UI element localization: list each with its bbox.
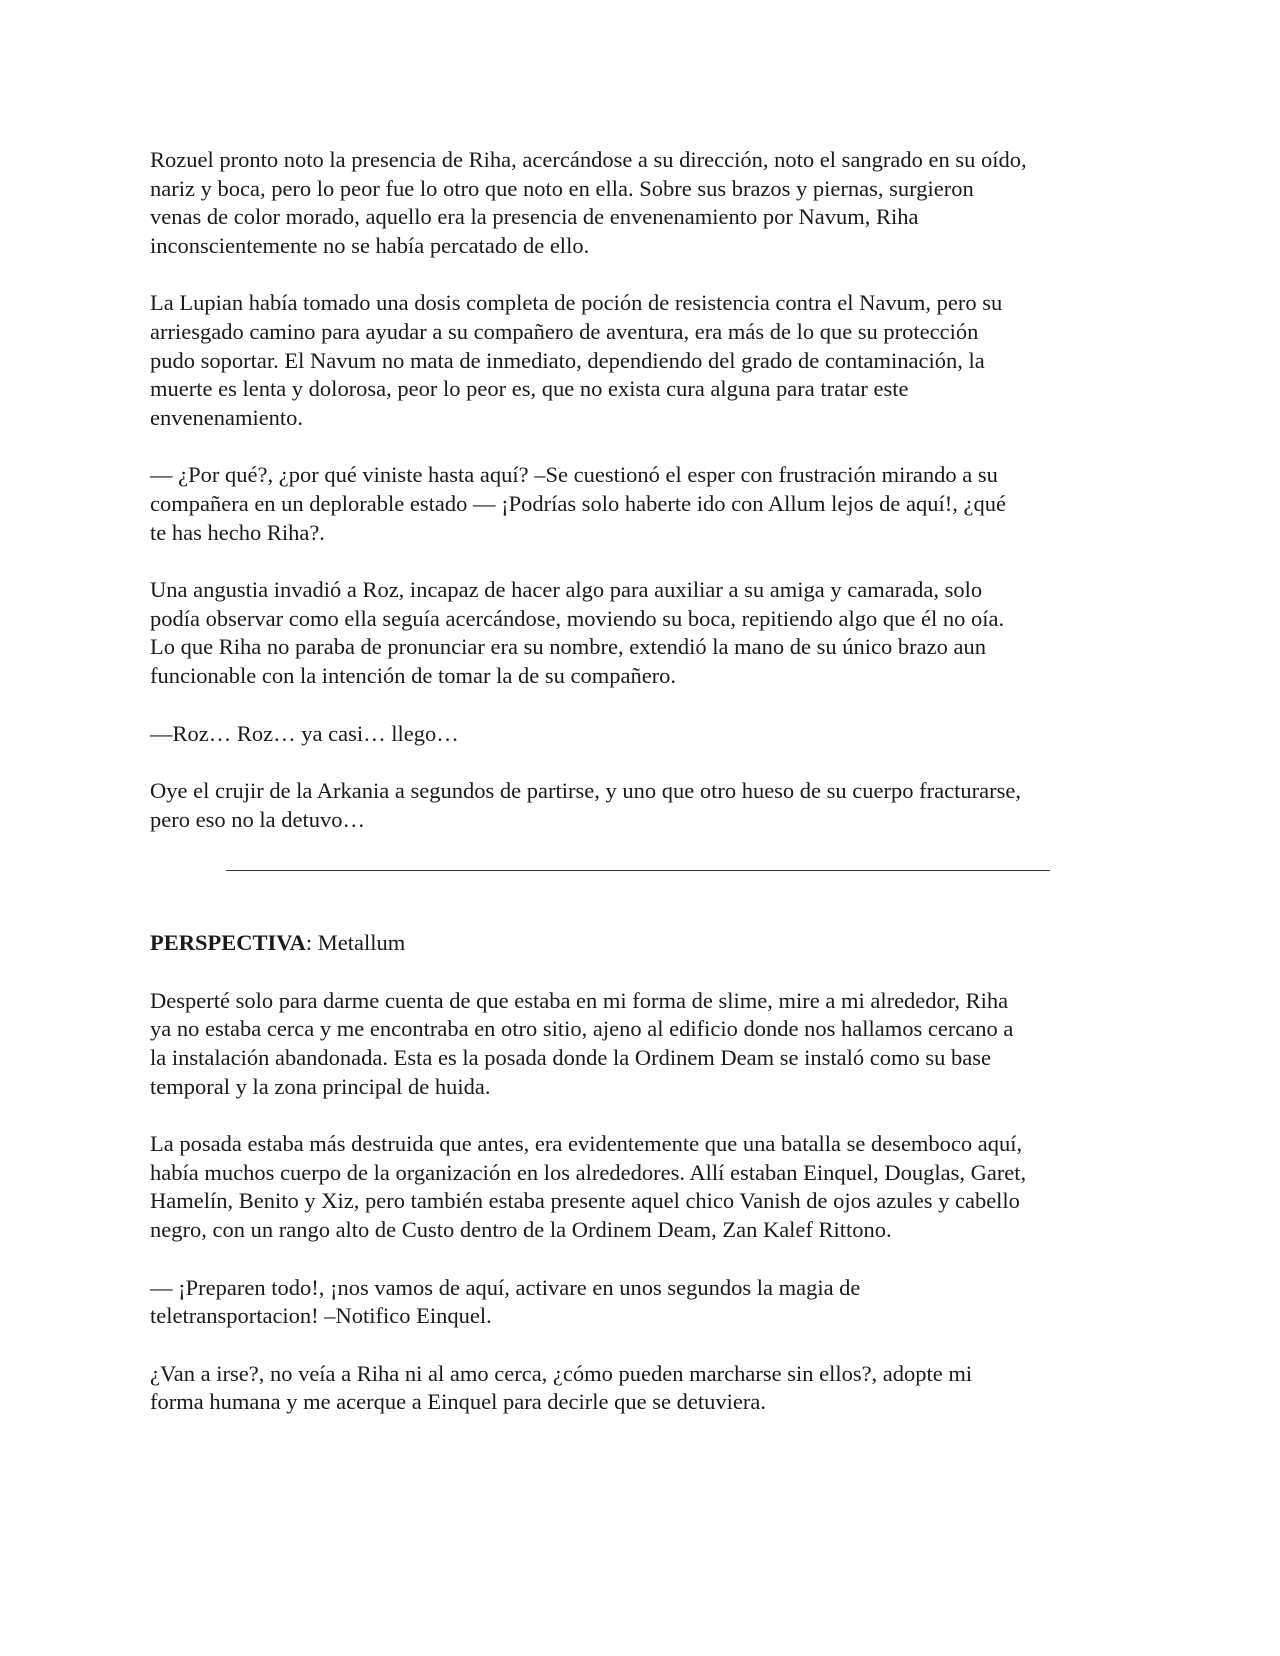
paragraph-1: Rozuel pronto noto la presencia de Riha, acercándose a su dirección, noto el sangrado en su oído, nariz y boca, pero lo peor fue lo otro que noto en ella. Sobre sus brazos y piernas, surgieron venas de color morado, aquello era la presencia de envenenamiento por Navum, Riha inconscientemente no se había percatado de ello. xyxy=(150,147,1027,258)
perspective-value: : Metallum xyxy=(305,930,406,956)
paragraph-4: Una angustia invadió a Roz, incapaz de hacer algo para auxiliar a su amiga y camarada, solo podía observar como ella seguía acercándose, moviendo su boca, repitiendo algo que él no oía. Lo que Riha no paraba de pronunciar era su nombre, extendió la mano de su único brazo aun funcionable con la intención de tomar la de su compañero. xyxy=(150,577,1005,688)
paragraph-3: — ¿Por qué?, ¿por qué viniste hasta aquí? –Se cuestionó el esper con frustración mirando a su compañera en un deplorable estado — ¡Podrías solo haberte ido con Allum lejos de aquí!, ¿qué te has hecho Riha?. xyxy=(150,462,1006,545)
paragraph-9: — ¡Preparen todo!, ¡nos vamos de aquí, activare en unos segundos la magia de teletransportacion! –Notifico Einquel. xyxy=(150,1274,861,1329)
perspective-heading xyxy=(150,929,1140,958)
paragraph-5: —Roz… Roz… ya casi… llego… xyxy=(150,720,459,746)
paragraph-10: ¿Van a irse?, no veía a Riha ni al amo cerca, ¿cómo pueden marcharse sin ellos?, adopte mi forma humana y me acerque a Einquel para decirle que se detuviera. xyxy=(150,1360,973,1415)
section-divider xyxy=(226,870,1050,871)
paragraph-2: La Lupian había tomado una dosis completa de poción de resistencia contra el Navum, pero su arriesgado camino para ayudar a su compañero de aventura, era más de lo que su protección pudo soportar. El Navum no mata de inmediato, dependiendo del grado de contaminación, la muerte es lenta y dolorosa, peor lo peor es, que no exista cura alguna para tratar este envenenamiento. xyxy=(150,290,1003,430)
paragraph-6: Oye el crujir de la Arkania a segundos de partirse, y uno que otro hueso de su cuerpo fracturarse, pero eso no la detuvo… xyxy=(150,778,1021,832)
perspective-label: PERSPECTIVA xyxy=(150,930,306,956)
paragraph-8: La posada estaba más destruida que antes, era evidentemente que una batalla se desemboco aquí, había muchos cuerpo de la organización en los alrededores. Allí estaban Einquel, Douglas, Garet, Hamelín, Benito y Xiz, pero también estaba presente aquel chico Vanish de ojos azules y cabello negro, con un rango alto de Custo dentro de la Ordinem Deam, Zan Kalef Rittono. xyxy=(150,1131,1027,1243)
paragraph-7: Desperté solo para darme cuenta de que estaba en mi forma de slime, mire a mi alrededor, Riha ya no estaba cerca y me encontraba en otro sitio, ajeno al edificio donde nos hallamos cercano a la instalación abandonada. Esta es la posada donde la Ordinem Deam se instaló como su base temporal y la zona principal de huida. xyxy=(150,987,1014,1099)
document-page xyxy=(150,146,1140,1446)
